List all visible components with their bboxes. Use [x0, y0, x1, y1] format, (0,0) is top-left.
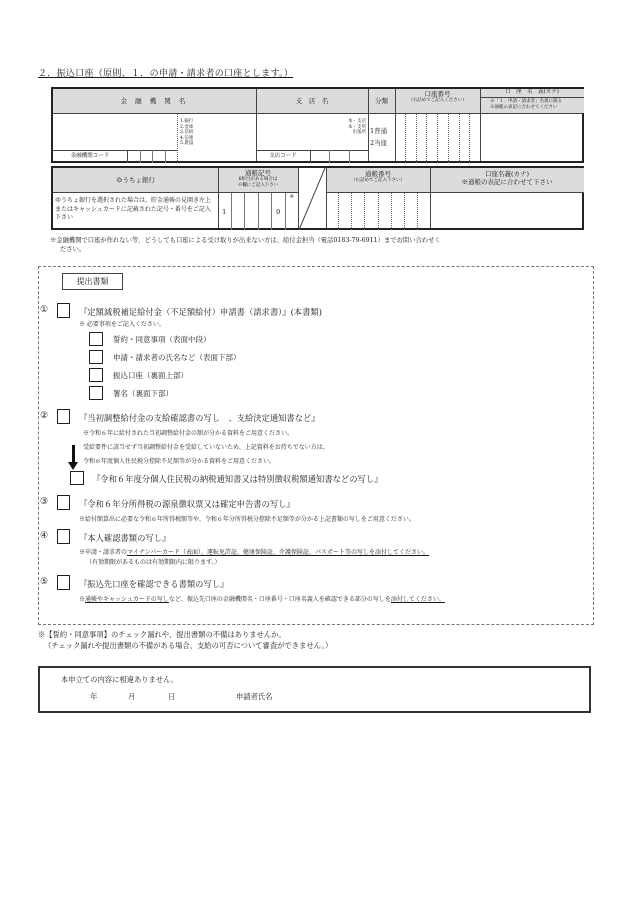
declaration-month[interactable] [128, 692, 150, 702]
item5-checkbox[interactable] [57, 575, 70, 590]
item2-number: ② [40, 411, 49, 421]
subitem-pledge-checkbox[interactable] [89, 332, 103, 346]
contact-note [50, 236, 580, 254]
number-label: 通帳番号 [365, 170, 391, 178]
item5-note-prefix: ※ [79, 596, 86, 603]
diagonal-slash [298, 168, 326, 230]
yucho-instruction: ゆうちょ銀行を選択された場合は、貯金通帳の見開き左上またはキャッシュカードに記載された記号・番号をご記入下さい [55, 197, 212, 221]
item2-title: 『当初調整給付金の支給確認書の写し 、支給決定通知書など』 [79, 413, 320, 423]
holder-note: ※通帳の表記に合わせて下さい [461, 178, 553, 186]
arrow-down-icon-head [68, 462, 78, 470]
symbol-prefix: 1 [222, 207, 227, 216]
item2-note2: 受給要件に該当せず当初調整給付金を受給していないため、上記資料をお持ちでない方は、 [83, 444, 329, 451]
account-number-input[interactable] [395, 114, 480, 163]
required-documents-label: 提出書類 [62, 273, 123, 290]
subitem-signature-checkbox[interactable] [89, 386, 103, 400]
symbol-label: 通帳記号 [245, 169, 271, 177]
holder-label: 口座名義(カナ) [484, 170, 530, 178]
institution-type-list [180, 119, 208, 147]
symbol-extra-digit[interactable]: ※ [285, 193, 299, 230]
type-shinren[interactable]: 4.信連 [180, 135, 194, 141]
contact-note-line2: ださい。 [60, 246, 86, 253]
item5-note-underlined2: 添付してください。 [390, 596, 445, 603]
declaration-box [38, 666, 591, 713]
header-category: 分類 [375, 97, 388, 105]
branch-code-label: 支店コード [269, 153, 297, 159]
branch-type-main[interactable]: 本・支店 [348, 119, 366, 124]
header-institution-name: 金 融 機 関 名 [120, 97, 189, 105]
subitem-signature: 署名（裏面下部） [113, 389, 173, 398]
item2-checkbox[interactable] [57, 409, 70, 424]
item1-checkbox[interactable] [57, 303, 70, 318]
item5-number: ⑤ [40, 577, 49, 587]
item3-checkbox[interactable] [57, 495, 70, 510]
type-shinkumi[interactable]: 3.信組 [180, 130, 194, 135]
type-nokyo[interactable]: 5.農協 [180, 141, 194, 146]
arrow-down-icon [72, 445, 75, 463]
account-holder-label: 口 座 名 義(カナ) [480, 89, 584, 98]
category-options [370, 127, 395, 147]
branch-name-input[interactable] [256, 114, 336, 150]
applicant-name-label: 申請者氏名 [236, 692, 273, 701]
category-futsu[interactable]: 1普通 [370, 127, 388, 135]
header-passbook-number [326, 170, 430, 192]
item2-alt-checkbox[interactable] [70, 471, 84, 485]
subitem-name-checkbox[interactable] [89, 350, 103, 364]
item4-checkbox[interactable] [57, 529, 70, 544]
declaration-year[interactable] [90, 692, 112, 702]
institution-name-input[interactable] [53, 114, 177, 150]
header-account-holder [480, 89, 584, 113]
passbook-number-input[interactable] [326, 193, 430, 230]
year-label: 年 [90, 692, 98, 701]
type-shinkin[interactable]: 2.金庫 [180, 124, 194, 130]
item4-note-underlined: マイナンバーカード（表面）、運転免許証、健康保険証、介護保険証、パスポート等の写しを添付してください。 [127, 549, 430, 556]
type-bank[interactable]: 1.銀行 [180, 119, 194, 124]
branch-code-input[interactable] [310, 150, 368, 163]
item1-number: ① [40, 305, 49, 315]
header-yucho-holder [430, 170, 584, 192]
institution-code-label: 金融機関コード [70, 153, 110, 159]
branch-type-office[interactable]: 本・支所 [348, 124, 366, 130]
declaration-day[interactable] [168, 692, 190, 702]
checklist-warning [38, 629, 332, 651]
item5-note-underlined1: 通帳やキャッシュカードの写し [85, 596, 169, 603]
header-yucho-bank: ゆうちょ銀行 [116, 176, 155, 184]
symbol-suffix: 0 [271, 193, 285, 230]
item3-note: ※給付額算出に必要な令和６年所得税額等や、令和６年分所得税分控除不足額等が分かる上記書類の写しをご用意ください。 [79, 516, 415, 523]
account-holder-note1: ※「１．申請・請求者」名義に限る [490, 99, 562, 104]
subitem-name: 申請・請求者の氏名など（表面下部） [113, 353, 241, 362]
header-account-number [395, 90, 480, 112]
warning-line2: （チェック漏れや提出書類の不備がある場合、支給の可否について審査ができません。） [44, 641, 333, 650]
account-number-label: 口座番号 [424, 90, 451, 98]
account-holder-input[interactable] [480, 114, 584, 163]
subitem-account-checkbox[interactable] [89, 368, 103, 382]
header-branch-name: 支 店 名 [295, 97, 329, 105]
account-number-hint: （右詰めでご記入ください） [408, 98, 467, 103]
item1-title: 『定額減税補足給付金（不足額給付）申請書（請求書）』(本書類) [79, 307, 322, 317]
applicant-name-input[interactable] [285, 688, 575, 704]
item2-alt-title: 『令和６年度分個人住民税の納税通知書又は特別徴収税額通知書などの写し』 [92, 474, 383, 484]
item4-title: 『本人確認書類の写し』 [79, 533, 171, 543]
symbol-hint2: ※欄にご記入下さい [237, 182, 279, 188]
item4-number: ④ [40, 531, 49, 541]
subitem-pledge: 誓約・同意事項（表面中段） [113, 335, 211, 344]
item5-note-mid: など、振込先口座の金融機関名・口座番号・口座名義人を確認できる部分の写しを [168, 596, 391, 603]
item5-title: 『振込先口座を確認できる書類の写し』 [79, 579, 229, 589]
bank-account-table [51, 87, 584, 163]
month-label: 月 [128, 692, 136, 701]
number-hint: （右詰めでご記入下さい） [351, 178, 405, 183]
contact-note-line1: ※金融機関で口座が作れない等、どうしても口座による受け取りが出来ない方は、給付金担当（電話0183-79-6911）までお問い合わせく [50, 237, 441, 244]
yucho-holder-input[interactable] [430, 193, 584, 230]
account-holder-note2: ※通帳の表記に合わせてください [490, 104, 558, 110]
branch-type-list [336, 119, 366, 136]
warning-line1: ※【誓約・同意事項】のチェック漏れや、提出書類の不備はありませんか。 [38, 630, 286, 639]
item5-note [79, 594, 445, 605]
declaration-statement: 本申立ての内容に相違ありません。 [61, 675, 179, 684]
item3-title: 『令和６年分所得税の源泉徴収票又は確定申告書の写し』 [79, 499, 295, 509]
item4-note-prefix: ※申請・請求者の [79, 549, 128, 556]
item1-note: ※ 必要事項をご記入ください。 [79, 321, 165, 328]
branch-type-agency[interactable]: 出張所 [352, 130, 366, 135]
header-passbook-symbol [218, 169, 298, 191]
institution-code-input[interactable] [127, 150, 177, 163]
item3-number: ③ [40, 497, 49, 507]
item2-note3: 令和６年度個人住民税分控除不足額等が分かる資料をご用意ください。 [83, 458, 276, 465]
symbol-hint1: 6桁目がある場合は [238, 177, 278, 182]
category-toza[interactable]: 2当座 [370, 139, 388, 147]
passbook-symbol-input[interactable] [218, 193, 298, 230]
yucho-account-table [51, 166, 584, 230]
subitem-account: 振込口座（裏面上部） [113, 371, 188, 380]
item2-note1: ※令和６年に給付された当初調整給付金の額が分かる資料をご用意ください。 [83, 430, 294, 437]
section-title: ２．振込口座（原則、１．の申請・請求者の口座とします。） [38, 69, 294, 79]
item4-note2: （有効期限があるものは有効期限内に限ります。） [86, 559, 221, 566]
day-label: 日 [168, 692, 176, 701]
